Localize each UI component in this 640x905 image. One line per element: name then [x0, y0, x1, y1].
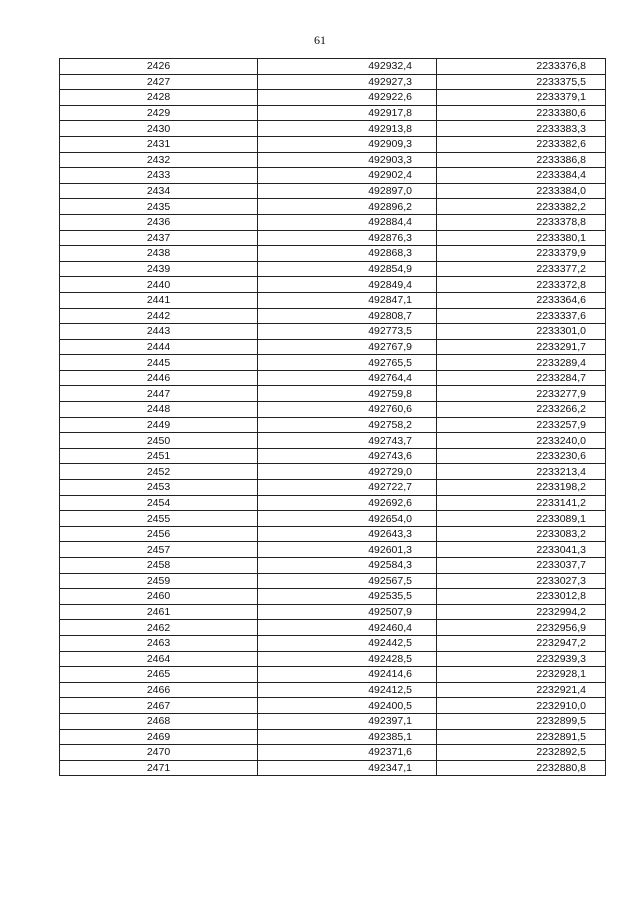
x-coordinate-cell: 492722,7	[258, 480, 437, 496]
y-coordinate-cell: 2233383,3	[437, 121, 606, 137]
table-row	[60, 433, 606, 449]
x-coordinate-cell: 492758,2	[258, 417, 437, 433]
y-coordinate-cell: 2233377,2	[437, 261, 606, 277]
table-row	[60, 589, 606, 605]
y-coordinate-cell: 2233198,2	[437, 480, 606, 496]
x-coordinate-cell: 492347,1	[258, 760, 437, 776]
table-row	[60, 339, 606, 355]
x-coordinate-cell: 492397,1	[258, 713, 437, 729]
point-number-cell: 2432	[60, 152, 258, 168]
x-coordinate-cell: 492371,6	[258, 745, 437, 761]
point-number-cell: 2435	[60, 199, 258, 215]
point-number-cell: 2450	[60, 433, 258, 449]
point-number-cell: 2462	[60, 620, 258, 636]
point-number-cell: 2466	[60, 682, 258, 698]
table-row	[60, 246, 606, 262]
y-coordinate-cell: 2233041,3	[437, 542, 606, 558]
table-row	[60, 682, 606, 698]
y-coordinate-cell: 2232939,3	[437, 651, 606, 667]
y-coordinate-cell: 2233386,8	[437, 152, 606, 168]
y-coordinate-cell: 2232921,4	[437, 682, 606, 698]
table-row	[60, 121, 606, 137]
table-row	[60, 183, 606, 199]
table-row	[60, 604, 606, 620]
x-coordinate-cell: 492743,7	[258, 433, 437, 449]
x-coordinate-cell: 492442,5	[258, 635, 437, 651]
y-coordinate-cell: 2233291,7	[437, 339, 606, 355]
y-coordinate-cell: 2232880,8	[437, 760, 606, 776]
y-coordinate-cell: 2233027,3	[437, 573, 606, 589]
table-row	[60, 292, 606, 308]
x-coordinate-cell: 492903,3	[258, 152, 437, 168]
point-number-cell: 2459	[60, 573, 258, 589]
point-number-cell: 2447	[60, 386, 258, 402]
point-number-cell: 2429	[60, 105, 258, 121]
y-coordinate-cell: 2233375,5	[437, 74, 606, 90]
y-coordinate-cell: 2233376,8	[437, 59, 606, 75]
table-row	[60, 448, 606, 464]
point-number-cell: 2469	[60, 729, 258, 745]
table-row	[60, 635, 606, 651]
y-coordinate-cell: 2233378,8	[437, 214, 606, 230]
coordinates-table	[59, 58, 606, 776]
point-number-cell: 2427	[60, 74, 258, 90]
y-coordinate-cell: 2232891,5	[437, 729, 606, 745]
x-coordinate-cell: 492729,0	[258, 464, 437, 480]
x-coordinate-cell: 492760,6	[258, 402, 437, 418]
x-coordinate-cell: 492412,5	[258, 682, 437, 698]
point-number-cell: 2436	[60, 214, 258, 230]
y-coordinate-cell: 2233382,2	[437, 199, 606, 215]
x-coordinate-cell: 492902,4	[258, 168, 437, 184]
y-coordinate-cell: 2232928,1	[437, 667, 606, 683]
point-number-cell: 2468	[60, 713, 258, 729]
point-number-cell: 2465	[60, 667, 258, 683]
x-coordinate-cell: 492927,3	[258, 74, 437, 90]
x-coordinate-cell: 492743,6	[258, 448, 437, 464]
x-coordinate-cell: 492535,5	[258, 589, 437, 605]
x-coordinate-cell: 492773,5	[258, 324, 437, 340]
x-coordinate-cell: 492400,5	[258, 698, 437, 714]
y-coordinate-cell: 2233380,1	[437, 230, 606, 246]
table-row	[60, 651, 606, 667]
x-coordinate-cell: 492896,2	[258, 199, 437, 215]
point-number-cell: 2443	[60, 324, 258, 340]
x-coordinate-cell: 492876,3	[258, 230, 437, 246]
table-row	[60, 729, 606, 745]
table-row	[60, 667, 606, 683]
point-number-cell: 2442	[60, 308, 258, 324]
y-coordinate-cell: 2233382,6	[437, 136, 606, 152]
x-coordinate-cell: 492909,3	[258, 136, 437, 152]
table-row	[60, 698, 606, 714]
y-coordinate-cell: 2233277,9	[437, 386, 606, 402]
x-coordinate-cell: 492932,4	[258, 59, 437, 75]
point-number-cell: 2467	[60, 698, 258, 714]
y-coordinate-cell: 2233384,4	[437, 168, 606, 184]
point-number-cell: 2428	[60, 90, 258, 106]
point-number-cell: 2441	[60, 292, 258, 308]
y-coordinate-cell: 2233289,4	[437, 355, 606, 371]
point-number-cell: 2430	[60, 121, 258, 137]
table-row	[60, 402, 606, 418]
point-number-cell: 2444	[60, 339, 258, 355]
x-coordinate-cell: 492764,4	[258, 370, 437, 386]
point-number-cell: 2454	[60, 495, 258, 511]
table-row	[60, 760, 606, 776]
point-number-cell: 2446	[60, 370, 258, 386]
table-row	[60, 480, 606, 496]
table-row	[60, 324, 606, 340]
x-coordinate-cell: 492808,7	[258, 308, 437, 324]
x-coordinate-cell: 492759,8	[258, 386, 437, 402]
page-number: 61	[314, 33, 326, 47]
y-coordinate-cell: 2233301,0	[437, 324, 606, 340]
point-number-cell: 2445	[60, 355, 258, 371]
x-coordinate-cell: 492913,8	[258, 121, 437, 137]
table-row	[60, 370, 606, 386]
table-row	[60, 59, 606, 75]
point-number-cell: 2463	[60, 635, 258, 651]
point-number-cell: 2433	[60, 168, 258, 184]
table-row	[60, 526, 606, 542]
x-coordinate-cell: 492460,4	[258, 620, 437, 636]
table-row	[60, 745, 606, 761]
x-coordinate-cell: 492428,5	[258, 651, 437, 667]
y-coordinate-cell: 2232947,2	[437, 635, 606, 651]
table-row	[60, 261, 606, 277]
y-coordinate-cell: 2232994,2	[437, 604, 606, 620]
point-number-cell: 2452	[60, 464, 258, 480]
point-number-cell: 2451	[60, 448, 258, 464]
x-coordinate-cell: 492922,6	[258, 90, 437, 106]
table-row	[60, 542, 606, 558]
table-row	[60, 355, 606, 371]
x-coordinate-cell: 492765,5	[258, 355, 437, 371]
point-number-cell: 2449	[60, 417, 258, 433]
x-coordinate-cell: 492601,3	[258, 542, 437, 558]
y-coordinate-cell: 2232892,5	[437, 745, 606, 761]
y-coordinate-cell: 2232956,9	[437, 620, 606, 636]
x-coordinate-cell: 492414,6	[258, 667, 437, 683]
table-row	[60, 558, 606, 574]
table-row	[60, 464, 606, 480]
point-number-cell: 2470	[60, 745, 258, 761]
x-coordinate-cell: 492507,9	[258, 604, 437, 620]
y-coordinate-cell: 2233384,0	[437, 183, 606, 199]
x-coordinate-cell: 492868,3	[258, 246, 437, 262]
y-coordinate-cell: 2232899,5	[437, 713, 606, 729]
y-coordinate-cell: 2233141,2	[437, 495, 606, 511]
y-coordinate-cell: 2233012,8	[437, 589, 606, 605]
table-row	[60, 277, 606, 293]
point-number-cell: 2448	[60, 402, 258, 418]
x-coordinate-cell: 492847,1	[258, 292, 437, 308]
point-number-cell: 2460	[60, 589, 258, 605]
table-row	[60, 214, 606, 230]
table-row	[60, 386, 606, 402]
x-coordinate-cell: 492567,5	[258, 573, 437, 589]
y-coordinate-cell: 2233240,0	[437, 433, 606, 449]
table-row	[60, 199, 606, 215]
table-row	[60, 620, 606, 636]
table-row	[60, 308, 606, 324]
x-coordinate-cell: 492643,3	[258, 526, 437, 542]
x-coordinate-cell: 492854,9	[258, 261, 437, 277]
table-row	[60, 90, 606, 106]
y-coordinate-cell: 2233083,2	[437, 526, 606, 542]
point-number-cell: 2456	[60, 526, 258, 542]
point-number-cell: 2426	[60, 59, 258, 75]
y-coordinate-cell: 2233372,8	[437, 277, 606, 293]
point-number-cell: 2438	[60, 246, 258, 262]
y-coordinate-cell: 2233380,6	[437, 105, 606, 121]
y-coordinate-cell: 2233284,7	[437, 370, 606, 386]
point-number-cell: 2439	[60, 261, 258, 277]
x-coordinate-cell: 492692,6	[258, 495, 437, 511]
coordinates-table-body	[60, 59, 606, 776]
table-row	[60, 152, 606, 168]
y-coordinate-cell: 2233364,6	[437, 292, 606, 308]
point-number-cell: 2471	[60, 760, 258, 776]
table-row	[60, 713, 606, 729]
y-coordinate-cell: 2233337,6	[437, 308, 606, 324]
y-coordinate-cell: 2233257,9	[437, 417, 606, 433]
table-row	[60, 105, 606, 121]
x-coordinate-cell: 492385,1	[258, 729, 437, 745]
x-coordinate-cell: 492849,4	[258, 277, 437, 293]
y-coordinate-cell: 2233230,6	[437, 448, 606, 464]
point-number-cell: 2461	[60, 604, 258, 620]
table-row	[60, 74, 606, 90]
x-coordinate-cell: 492654,0	[258, 511, 437, 527]
point-number-cell: 2455	[60, 511, 258, 527]
table-row	[60, 168, 606, 184]
x-coordinate-cell: 492917,8	[258, 105, 437, 121]
y-coordinate-cell: 2233379,1	[437, 90, 606, 106]
table-row	[60, 511, 606, 527]
table-row	[60, 573, 606, 589]
point-number-cell: 2437	[60, 230, 258, 246]
point-number-cell: 2464	[60, 651, 258, 667]
table-row	[60, 136, 606, 152]
table-row	[60, 417, 606, 433]
x-coordinate-cell: 492884,4	[258, 214, 437, 230]
y-coordinate-cell: 2233379,9	[437, 246, 606, 262]
y-coordinate-cell: 2232910,0	[437, 698, 606, 714]
point-number-cell: 2457	[60, 542, 258, 558]
point-number-cell: 2440	[60, 277, 258, 293]
table-row	[60, 495, 606, 511]
x-coordinate-cell: 492584,3	[258, 558, 437, 574]
table-row	[60, 230, 606, 246]
y-coordinate-cell: 2233266,2	[437, 402, 606, 418]
y-coordinate-cell: 2233213,4	[437, 464, 606, 480]
point-number-cell: 2453	[60, 480, 258, 496]
x-coordinate-cell: 492897,0	[258, 183, 437, 199]
y-coordinate-cell: 2233089,1	[437, 511, 606, 527]
x-coordinate-cell: 492767,9	[258, 339, 437, 355]
y-coordinate-cell: 2233037,7	[437, 558, 606, 574]
point-number-cell: 2458	[60, 558, 258, 574]
point-number-cell: 2431	[60, 136, 258, 152]
point-number-cell: 2434	[60, 183, 258, 199]
